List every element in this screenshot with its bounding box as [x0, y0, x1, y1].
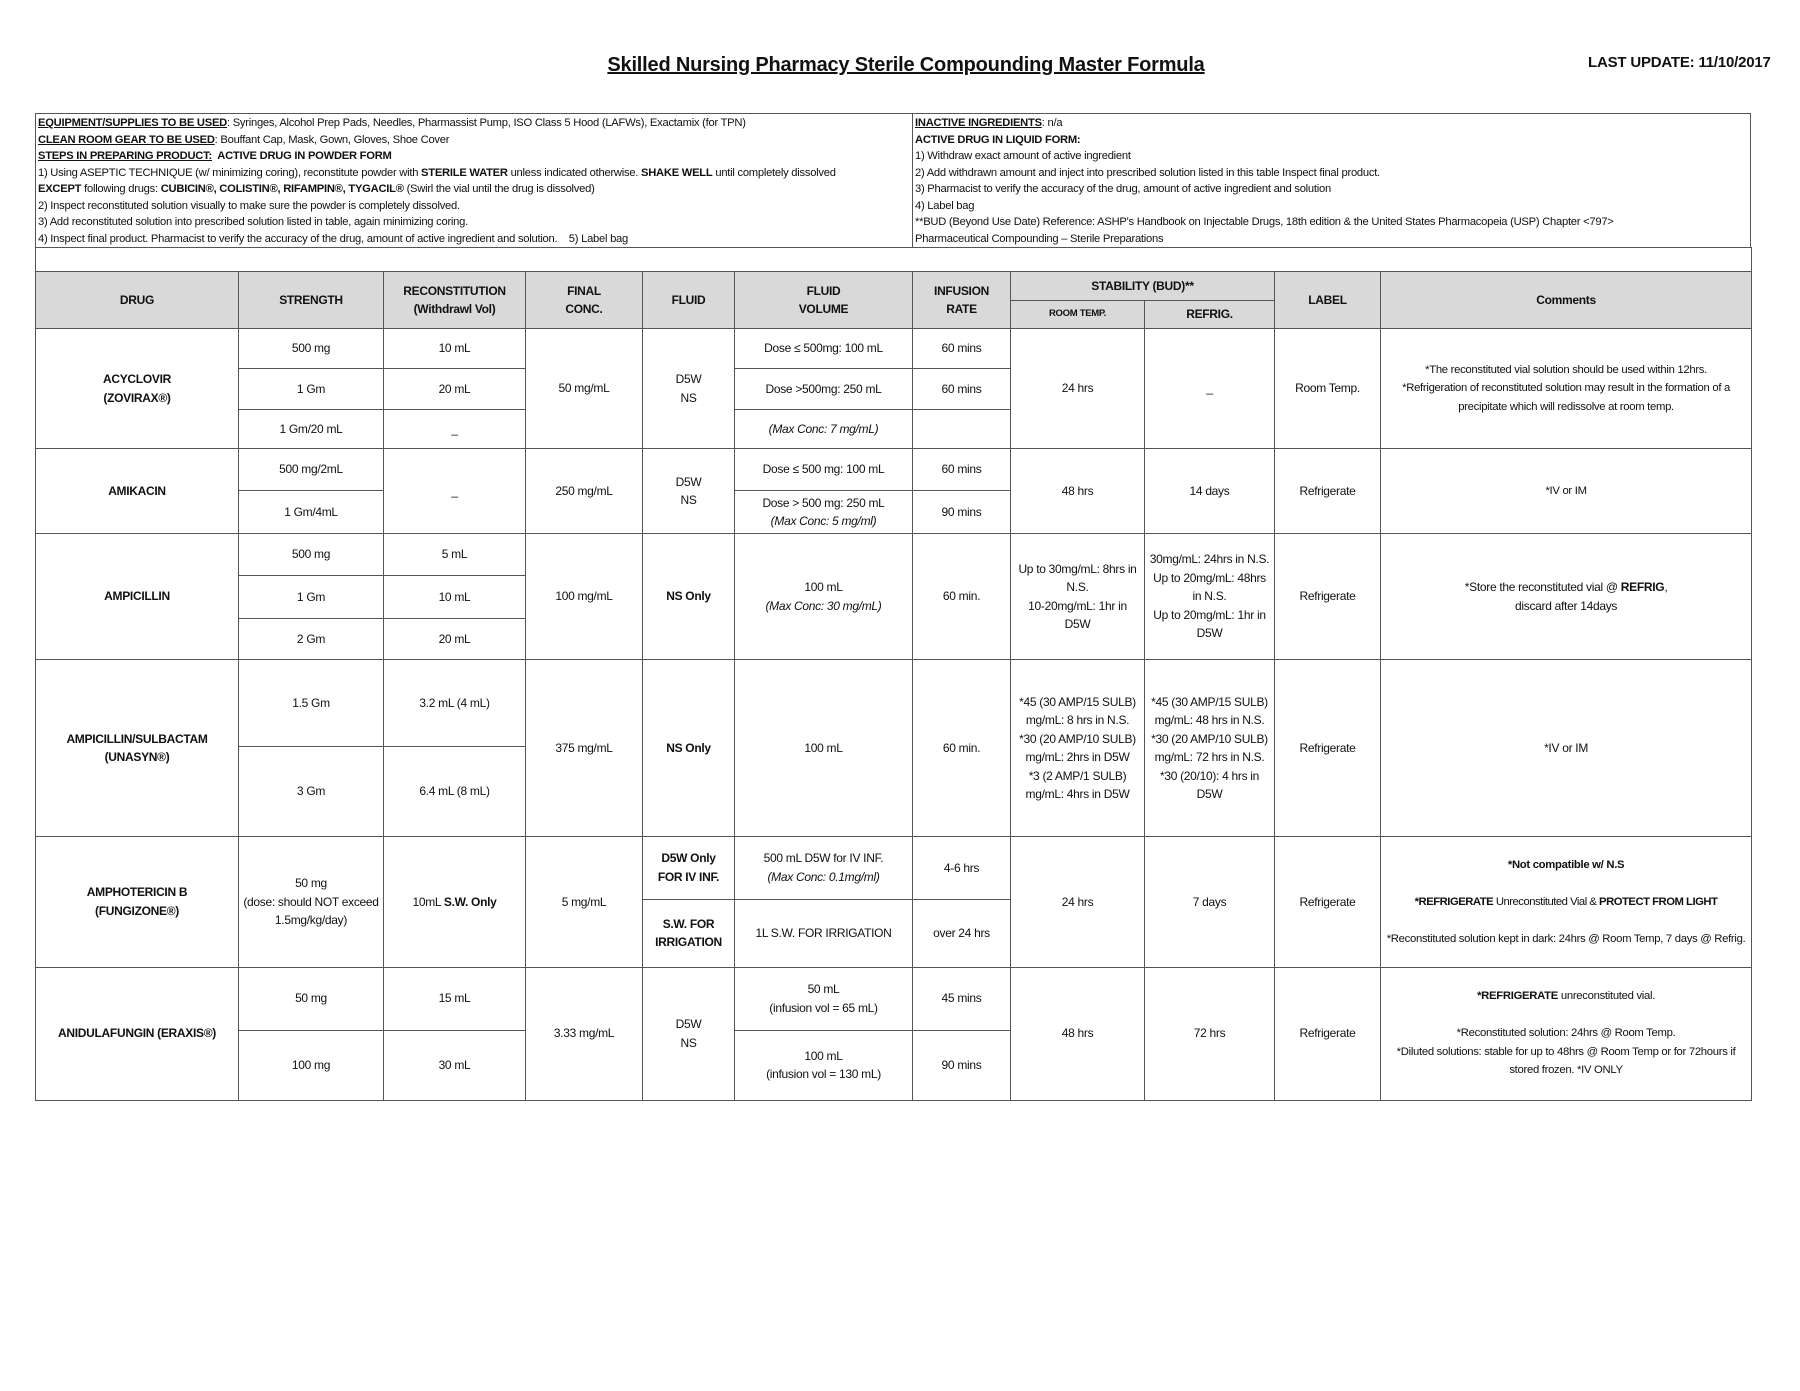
label-cell: Refrigerate [1275, 837, 1381, 968]
comment-line: *Reconstituted solution kept in dark: 24hrs @ Room Temp, 7 days @ Refrig. [1386, 932, 1746, 945]
inactive-text: : n/a [1041, 117, 1063, 129]
table-row [36, 329, 1752, 369]
infusion-rate-cell: 4-6 hrs [913, 837, 1011, 900]
comment-bold: *REFRIGERATE [1477, 990, 1559, 1003]
final-conc-cell: 375 mg/mL [526, 660, 643, 837]
infusion-rate-cell: 90 mins [913, 491, 1011, 534]
fluid-volume-cell: Dose >500mg: 250 mL [735, 369, 913, 410]
refrig-cell: 30mg/mL: 24hrs in N.S. Up to 20mg/mL: 48hrs in N.S. Up to 20mg/mL: 1hr in D5W [1145, 534, 1275, 660]
strength-cell: 1.5 Gm [239, 660, 384, 747]
room-temp-cell: 24 hrs [1011, 329, 1145, 449]
step-text: unless indicated otherwise. [507, 166, 642, 179]
header-label: LABEL [1275, 272, 1381, 329]
equipment-line [38, 115, 910, 132]
reconstitution-bold: S.W. Only [443, 894, 497, 909]
header-strength: STRENGTH [239, 272, 384, 329]
label-cell: Refrigerate [1275, 534, 1381, 660]
step-text: following drugs: [81, 183, 161, 195]
strength-cell: 50 mg [239, 967, 384, 1030]
header-infusion-rate: INFUSION RATE [913, 272, 1011, 329]
max-conc-note: (Max Conc: 30 mg/mL) [765, 598, 882, 613]
fluid-volume-cell: 50 mL (infusion vol = 65 mL) [735, 967, 913, 1030]
steps-text: ACTIVE DRUG IN POWDER FORM [211, 150, 392, 162]
refrig-cell: 72 hrs [1145, 967, 1275, 1100]
step-bold: STERILE WATER [421, 166, 508, 179]
comment-line: *Reconstituted solution: 24hrs @ Room Temp. *Diluted solutions: stable for up to 48hrs @ Room Temp or for 72hours if stored frozen. *IV ONLY [1396, 1027, 1736, 1077]
fluid-cell: NS Only [643, 534, 735, 660]
infusion-rate-cell: over 24 hrs [913, 899, 1011, 967]
strength-cell: 100 mg [239, 1030, 384, 1100]
step-text: until completely dissolved [712, 166, 836, 179]
reconstitution-cell [384, 837, 526, 968]
comment-bold: PROTECT FROM LIGHT [1599, 895, 1718, 908]
comments-cell: *IV or IM [1381, 660, 1752, 837]
liquid-form-heading: ACTIVE DRUG IN LIQUID FORM: [915, 133, 1081, 146]
strength-cell: 500 mg/2mL [239, 449, 384, 491]
label-cell: Refrigerate [1275, 660, 1381, 837]
final-conc-cell: 3.33 mg/mL [526, 967, 643, 1100]
drug-name: ACYCLOVIR (ZOVIRAX®) [36, 329, 239, 449]
room-temp-cell: Up to 30mg/mL: 8hrs in N.S. 10-20mg/mL: 1hr in D5W [1011, 534, 1145, 660]
comment-line [1384, 893, 1748, 912]
fluid-volume-text: 500 mL D5W for IV INF. [763, 851, 884, 866]
refrig-cell: 7 days [1145, 837, 1275, 968]
strength-cell: 2 Gm [239, 619, 384, 660]
comment-bold: REFRIG [1620, 580, 1665, 594]
fluid-cell: NS Only [643, 660, 735, 837]
fluid-volume-cell: Dose ≤ 500mg: 100 mL [735, 329, 913, 369]
infusion-rate-cell: 45 mins [913, 967, 1011, 1030]
comments-cell [1381, 534, 1752, 660]
strength-cell: 50 mg (dose: should NOT exceed 1.5mg/kg/day) [239, 837, 384, 968]
room-temp-cell: 48 hrs [1011, 967, 1145, 1100]
comments-cell [1381, 967, 1752, 1100]
header-drug: DRUG [36, 272, 239, 329]
fluid-cell: D5W NS [643, 329, 735, 449]
refrig-cell: 14 days [1145, 449, 1275, 534]
label-cell: Refrigerate [1275, 967, 1381, 1100]
drug-name: AMPICILLIN [36, 534, 239, 660]
table-row [36, 837, 1752, 900]
fluid-volume-cell: 1L S.W. FOR IRRIGATION [735, 899, 913, 967]
refrig-cell: *45 (30 AMP/15 SULB) mg/mL: 48 hrs in N.S. *30 (20 AMP/10 SULB) mg/mL: 72 hrs in N.S. *30 (20/10): 4 hrs in D5W [1145, 660, 1275, 837]
last-update: LAST UPDATE: 11/10/2017 [1588, 54, 1771, 71]
bud-reference: **BUD (Beyond Use Date) Reference: ASHP's Handbook on Injectable Drugs, 18th edition & the United States Pharmacopeia (USP) Chapter <797> [915, 216, 1614, 228]
room-temp-cell: 24 hrs [1011, 837, 1145, 968]
room-temp-cell: *45 (30 AMP/15 SULB) mg/mL: 8 hrs in N.S. *30 (20 AMP/10 SULB) mg/mL: 2hrs in D5W *3 (2 AMP/1 SULB) mg/mL: 4hrs in D5W [1011, 660, 1145, 837]
strength-cell: 1 Gm/4mL [239, 491, 384, 534]
fluid-volume-cell [735, 534, 913, 660]
liquid-step-4: 4) Label bag [915, 199, 975, 212]
table-row [36, 534, 1752, 576]
spacer-row [36, 247, 1752, 272]
drug-name: AMIKACIN [36, 449, 239, 534]
fluid-volume-cell [735, 837, 913, 900]
inactive-label: INACTIVE INGREDIENTS [915, 117, 1042, 129]
step-3: 3) Add reconstituted solution into prescribed solution listed in table, again minimizing coring. [38, 216, 468, 228]
fluid-volume-text: 100 mL [804, 580, 843, 594]
header-stability: STABILITY (BUD)** [1011, 272, 1275, 301]
step-bold: SHAKE WELL [641, 166, 713, 179]
reconstitution-cell: _ [384, 410, 526, 449]
spacer-cell [36, 247, 1752, 272]
reconstitution-cell: 6.4 mL (8 mL) [384, 747, 526, 837]
fluid-volume-cell: Dose ≤ 500 mg: 100 mL [735, 449, 913, 491]
comments-cell: *IV or IM [1381, 449, 1752, 534]
strength-cell: 500 mg [239, 534, 384, 576]
step-bold: EXCEPT [38, 183, 82, 195]
header-final-conc: FINAL CONC. [526, 272, 643, 329]
reconstitution-cell: 20 mL [384, 369, 526, 410]
header-comments: Comments [1381, 272, 1752, 329]
final-conc-cell: 250 mg/mL [526, 449, 643, 534]
header-room-temp: ROOM TEMP. [1011, 301, 1145, 329]
except-line [38, 181, 910, 198]
table-row [36, 449, 1752, 491]
fluid-volume-cell: 100 mL (infusion vol = 130 mL) [735, 1030, 913, 1100]
header-fluid-volume: FLUID VOLUME [735, 272, 913, 329]
fluid-cell: D5W Only FOR IV INF. [643, 837, 735, 900]
fluid-cell: D5W NS [643, 967, 735, 1100]
comment-line [1384, 987, 1748, 1006]
table-row [36, 967, 1752, 1030]
infusion-rate-cell: 60 mins [913, 329, 1011, 369]
reconstitution-cell: 10 mL [384, 576, 526, 619]
infusion-rate-cell: 60 mins [913, 449, 1011, 491]
liquid-step-2: 2) Add withdrawn amount and inject into prescribed solution listed in this table Inspect final product. [915, 166, 1380, 179]
step-1 [38, 165, 910, 182]
comment-bold: *REFRIGERATE [1414, 895, 1494, 908]
steps-label: STEPS IN PREPARING PRODUCT: [38, 150, 212, 162]
infusion-rate-cell: 60 min. [913, 534, 1011, 660]
equipment-text: : Syringes, Alcohol Prep Pads, Needles, Pharmassist Pump, ISO Class 5 Hood (LAFWs), Exactamix (for TPN) [226, 117, 746, 129]
comments-cell [1381, 837, 1752, 968]
inactive-line [915, 115, 1748, 132]
refrig-cell: _ [1145, 329, 1275, 449]
bud-reference-cont: Pharmaceutical Compounding – Sterile Preparations [915, 232, 1164, 245]
comment-text: unreconstituted vial. [1558, 990, 1656, 1003]
steps-line [38, 148, 910, 165]
reconstitution-cell: 3.2 mL (4 mL) [384, 660, 526, 747]
label-cell: Refrigerate [1275, 449, 1381, 534]
strength-cell: 1 Gm/20 mL [239, 410, 384, 449]
label-cell: Room Temp. [1275, 329, 1381, 449]
fluid-volume-cell: (Max Conc: 7 mg/mL) [735, 410, 913, 449]
comment-text: , discard after 14days [1515, 580, 1668, 613]
infusion-rate-cell: 60 min. [913, 660, 1011, 837]
infusion-rate-cell: 60 mins [913, 369, 1011, 410]
strength-cell: 3 Gm [239, 747, 384, 837]
header-refrig: REFRIG. [1145, 301, 1275, 329]
max-conc-note: (Max Conc: 0.1mg/ml) [767, 869, 880, 884]
equipment-label: EQUIPMENT/SUPPLIES TO BE USED [38, 117, 227, 129]
fluid-cell: D5W NS [643, 449, 735, 534]
liquid-step-3: 3) Pharmacist to verify the accuracy of the drug, amount of active ingredient and solution [915, 183, 1331, 195]
infusion-rate-cell [913, 410, 1011, 449]
max-conc-note: (Max Conc: 5 mg/ml) [770, 514, 877, 528]
fluid-volume-text: Dose > 500 mg: 250 mL [762, 495, 885, 510]
step-text: (Swirl the vial until the drug is dissolved) [403, 183, 595, 195]
step-text: 1) Using ASEPTIC TECHNIQUE (w/ minimizing coring), reconstitute powder with [38, 166, 422, 179]
final-conc-cell: 50 mg/mL [526, 329, 643, 449]
fluid-cell: S.W. FOR IRRIGATION [643, 899, 735, 967]
reconstitution-cell: 15 mL [384, 967, 526, 1030]
comments-cell: *The reconstituted vial solution should be used within 12hrs. *Refrigeration of reconstituted solution may result in the formation of a precipitate which will redissolve at room temp. [1381, 329, 1752, 449]
reconstitution-cell: 5 mL [384, 534, 526, 576]
clean-room-label: CLEAN ROOM GEAR TO BE USED [38, 133, 215, 146]
drug-name: AMPHOTERICIN B (FUNGIZONE®) [36, 837, 239, 968]
fluid-volume-cell [735, 491, 913, 534]
comment-text: Unreconstituted Vial & [1493, 895, 1600, 908]
fluid-volume-cell: 100 mL [735, 660, 913, 837]
powder-form-instructions [36, 114, 913, 247]
reconstitution-cell: _ [384, 449, 526, 534]
liquid-form-instructions [913, 114, 1750, 247]
clean-room-text: : Bouffant Cap, Mask, Gown, Gloves, Shoe Cover [214, 133, 450, 146]
reconstitution-cell: 30 mL [384, 1030, 526, 1100]
comment-text: *Store the reconstituted vial @ [1464, 580, 1621, 594]
step-4: 4) Inspect final product. Pharmacist to verify the accuracy of the drug, amount of active ingredient and solution. 5) Label bag [38, 232, 628, 245]
infusion-rate-cell: 90 mins [913, 1030, 1011, 1100]
strength-cell: 1 Gm [239, 369, 384, 410]
reconstitution-text: 10mL [412, 894, 444, 909]
header-fluid: FLUID [643, 272, 735, 329]
reconstitution-cell: 20 mL [384, 619, 526, 660]
header-reconstitution: RECONSTITUTION (Withdrawl Vol) [384, 272, 526, 329]
step-bold: CUBICIN®, COLISTIN®, RIFAMPIN®, TYGACIL® [160, 183, 404, 195]
instructions-box [35, 113, 1751, 248]
final-conc-cell: 5 mg/mL [526, 837, 643, 968]
formula-table [35, 247, 1752, 1101]
drug-name: AMPICILLIN/SULBACTAM (UNASYN®) [36, 660, 239, 837]
header-row [36, 272, 1752, 301]
drug-name: ANIDULAFUNGIN (ERAXIS®) [36, 967, 239, 1100]
clean-room-line [38, 132, 910, 149]
strength-cell: 500 mg [239, 329, 384, 369]
liquid-step-1: 1) Withdraw exact amount of active ingredient [915, 150, 1131, 162]
table-row [36, 660, 1752, 747]
reconstitution-cell: 10 mL [384, 329, 526, 369]
page-title: Skilled Nursing Pharmacy Sterile Compounding Master Formula [607, 54, 1205, 76]
step-2: 2) Inspect reconstituted solution visually to make sure the powder is completely dissolved. [38, 199, 460, 212]
final-conc-cell: 100 mg/mL [526, 534, 643, 660]
room-temp-cell: 48 hrs [1011, 449, 1145, 534]
strength-cell: 1 Gm [239, 576, 384, 619]
comment-line: *Not compatible w/ N.S [1507, 858, 1625, 871]
